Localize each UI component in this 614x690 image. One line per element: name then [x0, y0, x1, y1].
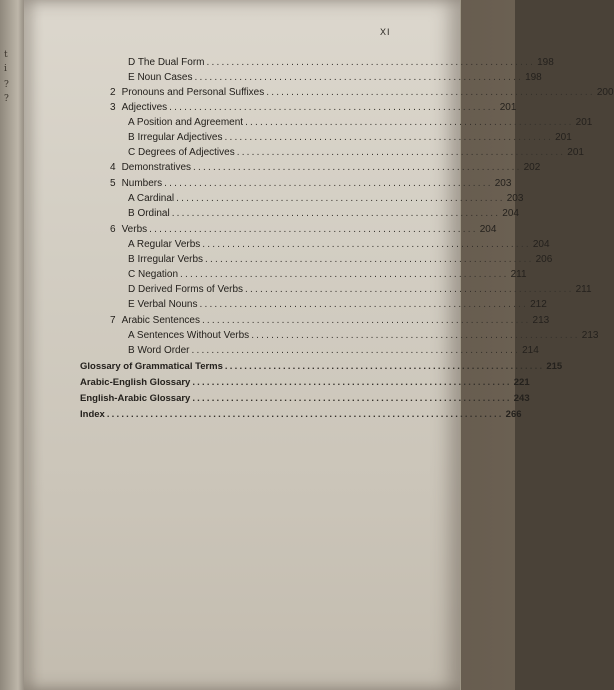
toc-entry-major[interactable]: [80, 409, 522, 424]
toc-entry-page: 202: [523, 162, 541, 173]
toc-entry-title: E Noun Cases: [128, 72, 193, 83]
toc-entry-page: 204: [532, 239, 550, 250]
toc-entry-page: 211: [510, 269, 527, 280]
dot-leader: ..................................................................: [193, 162, 522, 173]
toc-entry-number: 3: [110, 102, 116, 113]
toc-entry-number: 4: [110, 162, 116, 173]
dot-leader: ..................................................................: [205, 254, 534, 265]
toc-entry-title: E Verbal Nouns: [128, 299, 198, 310]
dot-leader: ..................................................................: [149, 224, 478, 235]
side-page-mark: ?: [4, 80, 9, 90]
toc-entry-page: 214: [522, 345, 539, 356]
toc-entry[interactable]: [128, 299, 547, 314]
toc-entry[interactable]: [110, 162, 541, 177]
toc-entry-number: 7: [110, 315, 116, 326]
toc-entry-title: C Degrees of Adjectives: [128, 147, 235, 158]
toc-entry-title: Arabic Sentences: [121, 315, 200, 326]
dot-leader: ..................................................................: [192, 393, 512, 404]
book-page: [24, 0, 614, 690]
dot-leader: ..................................................................: [194, 72, 524, 83]
dot-leader: ..................................................................: [191, 345, 521, 356]
toc-entry-page: 201: [575, 117, 593, 128]
dot-leader: ..................................................................: [192, 377, 512, 388]
toc-entry[interactable]: [128, 254, 553, 269]
toc-entry-title: A Position and Agreement: [128, 117, 244, 128]
toc-entry[interactable]: [128, 57, 554, 72]
toc-entry-page: 201: [499, 102, 517, 113]
toc-entry-number: 6: [110, 224, 116, 235]
toc-entry-major[interactable]: [80, 377, 530, 392]
toc-entry[interactable]: [128, 147, 584, 162]
dot-leader: ..................................................................: [171, 208, 501, 219]
toc-entry-page: 203: [506, 193, 524, 204]
toc-entry[interactable]: [128, 208, 519, 223]
toc-entry[interactable]: [110, 178, 512, 193]
dot-leader: ..................................................................: [176, 193, 505, 204]
toc-entry-title: English-Arabic Glossary: [80, 393, 191, 404]
toc-entry[interactable]: [110, 87, 614, 102]
page-number: XI: [380, 27, 391, 37]
toc-entry-page: 211: [575, 284, 592, 295]
toc-entry-page: 221: [513, 377, 530, 388]
toc-entry-page: 201: [567, 147, 584, 158]
toc-entry-title: Index: [80, 409, 105, 420]
side-page-mark: ?: [4, 94, 9, 104]
toc-entry-page: 201: [555, 132, 572, 143]
toc-entry-page: 215: [546, 361, 563, 372]
toc-entry-title: D Derived Forms of Verbs: [128, 284, 244, 295]
toc-entry-title: Verbs: [121, 224, 148, 235]
toc-entry-title: Arabic-English Glossary: [80, 377, 191, 388]
toc-entry-page: 200: [596, 87, 614, 98]
toc-entry-title: C Negation: [128, 269, 179, 280]
toc-entry[interactable]: [128, 330, 599, 345]
toc-entry-title: A Regular Verbs: [128, 239, 201, 250]
dot-leader: ..................................................................: [199, 299, 529, 310]
toc-entry-page: 198: [525, 72, 542, 83]
dot-leader: ..................................................................: [169, 102, 498, 113]
dot-leader: ..................................................................: [224, 132, 554, 143]
toc-entry-title: Pronouns and Personal Suffixes: [121, 87, 265, 98]
dot-leader: ..................................................................: [245, 117, 574, 128]
toc-entry-page: 266: [505, 409, 522, 420]
toc-entry[interactable]: [128, 239, 550, 254]
dot-leader: ..................................................................................: [106, 409, 504, 420]
toc-entry[interactable]: [110, 224, 497, 239]
side-page-mark: t: [4, 50, 8, 60]
toc-entry-title: Adjectives: [121, 102, 168, 113]
dot-leader: ..................................................................: [201, 315, 531, 326]
toc-entry-number: 5: [110, 178, 116, 189]
toc-entry-title: Numbers: [121, 178, 163, 189]
dot-leader: ..................................................................: [224, 361, 545, 372]
toc-entry[interactable]: [128, 193, 524, 208]
side-page-mark: i: [4, 64, 7, 74]
toc-entry-title: B Ordinal: [128, 208, 170, 219]
dot-leader: ..................................................................: [206, 57, 536, 68]
toc-entry[interactable]: [128, 117, 593, 132]
toc-entry[interactable]: [128, 269, 527, 284]
toc-entry[interactable]: [128, 345, 539, 360]
toc-entry-title: B Irregular Verbs: [128, 254, 204, 265]
toc-entry[interactable]: [128, 284, 592, 299]
toc-entry-title: A Sentences Without Verbs: [128, 330, 250, 341]
toc-entry-major[interactable]: [80, 361, 563, 376]
toc-entry-page: 203: [494, 178, 512, 189]
toc-entry-title: A Cardinal: [128, 193, 175, 204]
dot-leader: ..................................................................: [236, 147, 566, 158]
toc-entry-title: B Irregular Adjectives: [128, 132, 223, 143]
toc-entry-page: 204: [502, 208, 519, 219]
toc-entry-page: 243: [513, 393, 530, 404]
toc-entry-title: Demonstratives: [121, 162, 192, 173]
dot-leader: ..................................................................: [266, 87, 595, 98]
toc-entry[interactable]: [110, 102, 517, 117]
toc-entry-number: 2: [110, 87, 116, 98]
toc-entry[interactable]: [110, 315, 550, 330]
toc-entry-title: D The Dual Form: [128, 57, 205, 68]
dot-leader: ..................................................................: [202, 239, 531, 250]
dot-leader: ..................................................................: [245, 284, 574, 295]
toc-entry-major[interactable]: [80, 393, 530, 408]
toc-entry-page: 213: [581, 330, 599, 341]
dot-leader: ..................................................................: [164, 178, 493, 189]
toc-entry-page: 198: [537, 57, 554, 68]
dot-leader: ..................................................................: [180, 269, 509, 280]
toc-entry-page: 213: [532, 315, 550, 326]
toc-entry-title: Glossary of Grammatical Terms: [80, 361, 223, 372]
toc-entry[interactable]: [128, 72, 542, 87]
toc-entry-page: 212: [530, 299, 547, 310]
toc-entry-page: 204: [479, 224, 497, 235]
toc-entry-page: 206: [535, 254, 553, 265]
dot-leader: ..................................................................: [251, 330, 580, 341]
toc-entry-title: B Word Order: [128, 345, 190, 356]
toc-entry[interactable]: [128, 132, 572, 147]
